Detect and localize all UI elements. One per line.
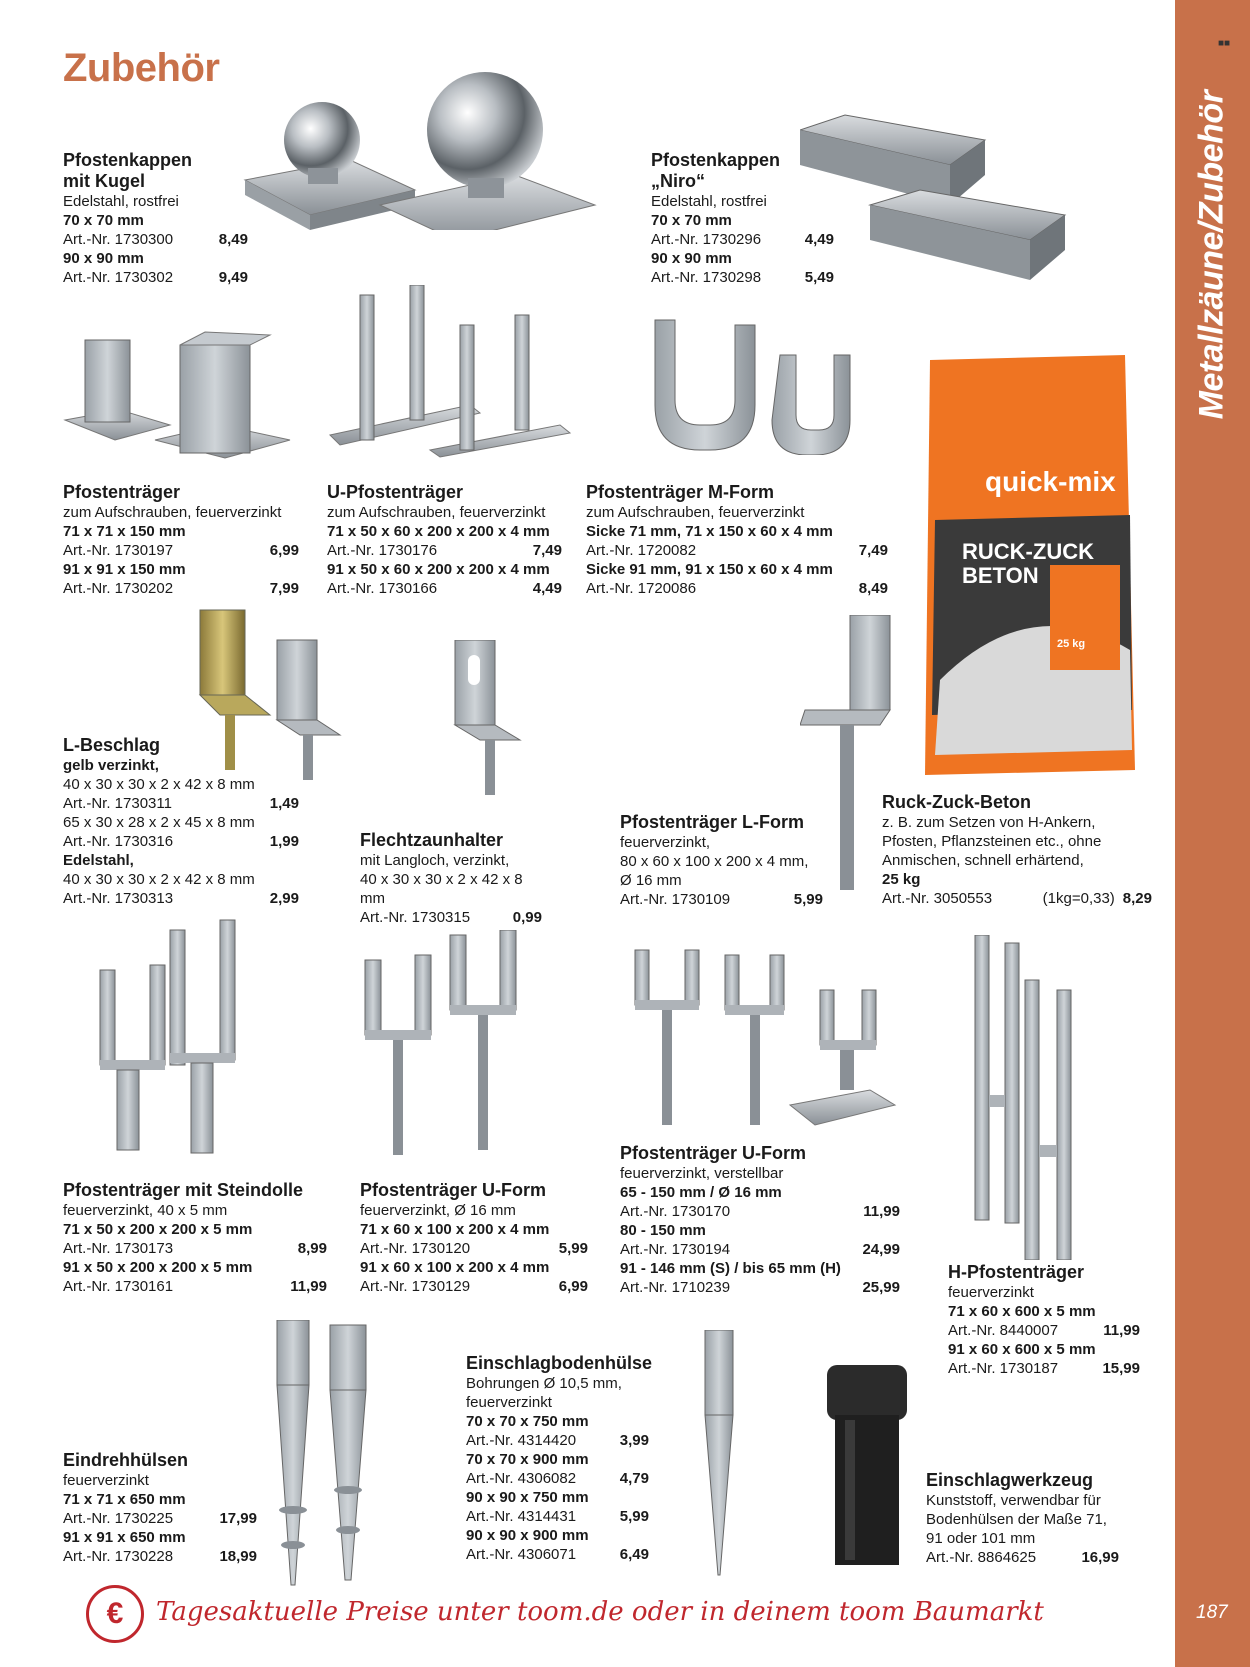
m-form-image	[650, 305, 870, 455]
product-desc-2: Edelstahl,	[63, 852, 134, 869]
price: 11,99	[290, 1278, 327, 1295]
variant-row: Art.-Nr. 1730187 15,99	[948, 1360, 1140, 1377]
steindolle-image	[95, 915, 245, 1160]
product-ruck-zuck-beton	[882, 792, 1152, 908]
product-u-form-2	[620, 1143, 900, 1297]
variant-size: 70 x 70 x 900 mm	[466, 1451, 589, 1468]
variant-size: 40 x 30 x 30 x 2 x 42 x 8 mm	[63, 776, 255, 793]
price: 6,99	[269, 542, 299, 559]
price: 5,99	[793, 891, 823, 908]
price: 8,99	[297, 1240, 327, 1257]
variant-size: 90 x 90 x 750 mm	[466, 1489, 589, 1506]
page-title: Zubehör	[63, 46, 220, 90]
variant-row: Art.-Nr. 1730228 18,99	[63, 1548, 257, 1565]
price: 15,99	[1102, 1360, 1140, 1377]
product-desc: zum Aufschrauben, feuerverzinkt	[327, 504, 546, 521]
product-desc-2: Pfosten, Pflanzsteinen etc., ohne	[882, 833, 1102, 850]
variant-size: 91 x 60 x 600 x 5 mm	[948, 1341, 1096, 1358]
page-number: 187	[1196, 1602, 1228, 1623]
price: 8,29	[1122, 890, 1152, 907]
variant-row: Art.-Nr. 3050553 (1kg=0,33) 8,29	[882, 890, 1152, 907]
flechtzaunhalter-image	[450, 640, 540, 800]
price: 11,99	[863, 1203, 900, 1220]
product-desc: Edelstahl, rostfrei	[63, 193, 179, 210]
price: 0,99	[512, 909, 542, 926]
variant-row: Art.-Nr. 1730161 11,99	[63, 1278, 327, 1295]
price: 18,99	[219, 1548, 257, 1565]
price: 4,79	[619, 1470, 649, 1487]
product-l-beschlag	[63, 735, 299, 908]
price: 16,99	[1081, 1549, 1119, 1566]
variant-row: Art.-Nr. 4314431 5,99	[466, 1508, 649, 1525]
price: 1,49	[269, 795, 299, 812]
variant-row: Art.-Nr. 1730109 5,99	[620, 891, 823, 908]
product-desc-3: Anmischen, schnell erhärtend,	[882, 852, 1084, 869]
variant-row: Art.-Nr. 1730202 7,99	[63, 580, 299, 597]
variant-row: Art.-Nr. 1730298 5,49	[651, 269, 834, 286]
u-form-image-1	[360, 930, 530, 1160]
product-desc-2: feuerverzinkt	[466, 1394, 552, 1411]
price: 7,49	[532, 542, 562, 559]
variant-row: Art.-Nr. 1730194 24,99	[620, 1241, 900, 1258]
variant-size: 70 x 70 x 750 mm	[466, 1413, 589, 1430]
variant-size: 40 x 30 x 30 x 2 x 42 x 8 mm	[360, 871, 523, 907]
product-name: Pfostenkappen	[63, 150, 193, 170]
product-pfostenkappen-kugel	[63, 150, 248, 287]
variant-row: Art.-Nr. 4314420 3,99	[466, 1432, 649, 1449]
product-desc: Kunststoff, verwendbar für	[926, 1492, 1101, 1509]
color-dots-icon: ■■	[1218, 38, 1231, 49]
product-name-2: mit Kugel	[63, 171, 146, 191]
product-name: Pfostenträger	[63, 482, 181, 502]
h-pfostentraeger-image	[965, 935, 1085, 1260]
variant-row: Art.-Nr. 1730296 4,49	[651, 231, 834, 248]
variant-size: 71 x 50 x 60 x 200 x 200 x 4 mm	[327, 523, 550, 540]
price: 2,99	[269, 890, 299, 907]
variant-size: 65 x 30 x 28 x 2 x 45 x 8 mm	[63, 814, 255, 831]
product-einschlagbodenhuelse	[466, 1353, 653, 1564]
product-desc-3: 91 oder 101 mm	[926, 1530, 1036, 1547]
pfostenkappen-kugel-image	[240, 70, 600, 230]
einschlagwerkzeug-image	[825, 1365, 910, 1570]
variant-row: Art.-Nr. 4306071 6,49	[466, 1546, 649, 1563]
pfostenkappen-niro-image	[800, 110, 1160, 290]
bag-title: RUCK-ZUCK BETON	[962, 539, 1094, 588]
variant-size: 91 x 60 x 100 x 200 x 4 mm	[360, 1259, 550, 1276]
price: 4,49	[804, 231, 834, 248]
price: 5,49	[804, 269, 834, 286]
variant-row: Art.-Nr. 1730173 8,99	[63, 1240, 327, 1257]
product-weight: 25 kg	[882, 871, 921, 888]
product-desc: z. B. zum Setzen von H-Ankern,	[882, 814, 1096, 831]
product-desc: feuerverzinkt,	[620, 834, 711, 851]
product-einschlagwerkzeug	[926, 1470, 1119, 1567]
price: 17,99	[219, 1510, 257, 1527]
bag-weight: 25 kg	[1057, 638, 1086, 650]
side-label: Metallzäune/Zubehör	[1192, 90, 1231, 420]
einschlagbodenhuelse-image	[700, 1330, 760, 1580]
variant-row: Art.-Nr. 1730313 2,99	[63, 890, 299, 907]
variant-row: Art.-Nr. 1720086 8,49	[586, 580, 888, 597]
variant-size: 65 - 150 mm / Ø 16 mm	[620, 1184, 782, 1201]
price: 25,99	[862, 1279, 900, 1296]
product-desc-3: Ø 16 mm	[620, 872, 682, 889]
product-desc: mit Langloch, verzinkt,	[360, 852, 510, 869]
variant-size: 71 x 60 x 100 x 200 x 4 mm	[360, 1221, 550, 1238]
product-eindrehhuelsen	[63, 1450, 257, 1566]
product-h-pfostentraeger	[948, 1262, 1140, 1378]
price: 6,99	[558, 1278, 588, 1295]
product-m-form	[586, 482, 888, 598]
variant-row: Art.-Nr. 1730225 17,99	[63, 1510, 257, 1527]
variant-size: Sicke 71 mm, 71 x 150 x 60 x 4 mm	[586, 523, 833, 540]
price: 24,99	[862, 1241, 900, 1258]
product-u-pfostentraeger	[327, 482, 562, 598]
product-steindolle	[63, 1180, 327, 1296]
product-name: Flechtzaunhalter	[360, 830, 504, 850]
variant-row: Art.-Nr. 1730197 6,99	[63, 542, 299, 559]
product-name: Pfostenträger U-Form	[620, 1143, 807, 1163]
price: 5,99	[619, 1508, 649, 1525]
eindrehhuelsen-image	[275, 1320, 395, 1590]
variant-row: Art.-Nr. 8440007 11,99	[948, 1322, 1140, 1339]
variant-size: 90 x 90 mm	[63, 250, 144, 267]
product-desc: zum Aufschrauben, feuerverzinkt	[586, 504, 805, 521]
product-desc: feuerverzinkt, verstellbar	[620, 1165, 784, 1182]
price: 8,49	[218, 231, 248, 248]
price: 7,49	[858, 542, 888, 559]
variant-row: Art.-Nr. 1730129 6,99	[360, 1278, 588, 1295]
product-flechtzaunhalter	[360, 830, 542, 927]
product-l-form	[620, 812, 823, 909]
variant-size: 90 x 90 x 900 mm	[466, 1527, 589, 1544]
variant-size: 80 - 150 mm	[620, 1222, 706, 1239]
footer-banner	[86, 1585, 1044, 1645]
variant-row: Art.-Nr. 1730170 11,99	[620, 1203, 900, 1220]
variant-row: Art.-Nr. 1730176 7,49	[327, 542, 562, 559]
variant-size: 91 x 91 x 650 mm	[63, 1529, 186, 1546]
product-desc: Edelstahl, rostfrei	[651, 193, 767, 210]
pfostentraeger-image	[60, 330, 300, 460]
variant-size: 70 x 70 mm	[651, 212, 732, 229]
price: 8,49	[858, 580, 888, 597]
price: 3,99	[619, 1432, 649, 1449]
price: 5,99	[558, 1240, 588, 1257]
variant-size: 71 x 71 x 650 mm	[63, 1491, 186, 1508]
product-desc: feuerverzinkt	[63, 1472, 149, 1489]
bag-brand: quick-mix	[985, 466, 1116, 497]
product-name: Pfostenträger M-Form	[586, 482, 775, 502]
price: 4,49	[532, 580, 562, 597]
product-desc: feuerverzinkt, 40 x 5 mm	[63, 1202, 228, 1219]
product-desc: gelb verzinkt,	[63, 757, 159, 774]
variant-size: 71 x 60 x 600 x 5 mm	[948, 1303, 1096, 1320]
variant-row: Art.-Nr. 1710239 25,99	[620, 1279, 900, 1296]
variant-size: 91 x 50 x 60 x 200 x 200 x 4 mm	[327, 561, 550, 578]
euro-icon: €	[86, 1585, 144, 1643]
variant-row: Art.-Nr. 1730300 8,49	[63, 231, 248, 248]
variant-size: 71 x 50 x 200 x 200 x 5 mm	[63, 1221, 253, 1238]
product-name-2: „Niro“	[651, 171, 705, 191]
variant-size: 91 x 50 x 200 x 200 x 5 mm	[63, 1259, 253, 1276]
variant-size: 90 x 90 mm	[651, 250, 732, 267]
price: 7,99	[269, 580, 299, 597]
variant-row: Art.-Nr. 4306082 4,79	[466, 1470, 649, 1487]
product-desc: zum Aufschrauben, feuerverzinkt	[63, 504, 282, 521]
product-name: Eindrehhülsen	[63, 1450, 189, 1470]
product-desc: Bohrungen Ø 10,5 mm,	[466, 1375, 622, 1392]
product-name: L-Beschlag	[63, 735, 161, 755]
price: 9,49	[218, 269, 248, 286]
product-pfostentraeger	[63, 482, 299, 598]
product-name: Einschlagwerkzeug	[926, 1470, 1094, 1490]
variant-size: 40 x 30 x 30 x 2 x 42 x 8 mm	[63, 871, 255, 888]
variant-size: 91 - 146 mm (S) / bis 65 mm (H)	[620, 1260, 841, 1277]
product-desc-2: Bodenhülsen der Maße 71,	[926, 1511, 1107, 1528]
product-desc-2: 80 x 60 x 100 x 200 x 4 mm,	[620, 853, 809, 870]
variant-row: Art.-Nr. 1730120 5,99	[360, 1240, 588, 1257]
footer-slogan[interactable]: Tagesaktuelle Preise unter toom.de oder in deinem toom Baumarkt	[156, 1597, 1044, 1627]
variant-row: Art.-Nr. 1730302 9,49	[63, 269, 248, 286]
product-u-form-1	[360, 1180, 588, 1296]
u-form-image-2	[630, 945, 900, 1140]
variant-row: Art.-Nr. 1730166 4,49	[327, 580, 562, 597]
variant-size: 91 x 91 x 150 mm	[63, 561, 186, 578]
product-name: Einschlagbodenhülse	[466, 1353, 653, 1373]
variant-row: Art.-Nr. 1720082 7,49	[586, 542, 888, 559]
price: 6,49	[619, 1546, 649, 1563]
variant-row: Art.-Nr. 1730315 0,99	[360, 909, 542, 926]
product-name: Ruck-Zuck-Beton	[882, 792, 1032, 812]
price: 1,99	[269, 833, 299, 850]
product-name: Pfostenkappen	[651, 150, 781, 170]
variant-size: 71 x 71 x 150 mm	[63, 523, 186, 540]
product-name: Pfostenträger L-Form	[620, 812, 805, 832]
product-name: Pfostenträger U-Form	[360, 1180, 547, 1200]
variant-size: 70 x 70 mm	[63, 212, 144, 229]
product-name: U-Pfostenträger	[327, 482, 464, 502]
product-name: Pfostenträger mit Steindolle	[63, 1180, 304, 1200]
product-name: H-Pfostenträger	[948, 1262, 1085, 1282]
product-desc: feuerverzinkt	[948, 1284, 1034, 1301]
product-pfostenkappen-niro	[651, 150, 834, 287]
unit-price: (1kg=0,33)	[1042, 890, 1115, 907]
price: 11,99	[1103, 1322, 1140, 1339]
variant-size: Sicke 91 mm, 91 x 150 x 60 x 4 mm	[586, 561, 833, 578]
u-pfostentraeger-image	[320, 285, 580, 460]
variant-row: Art.-Nr. 1730316 1,99	[63, 833, 299, 850]
variant-row: Art.-Nr. 8864625 16,99	[926, 1549, 1119, 1566]
product-desc: feuerverzinkt, Ø 16 mm	[360, 1202, 516, 1219]
variant-row: Art.-Nr. 1730311 1,49	[63, 795, 299, 812]
